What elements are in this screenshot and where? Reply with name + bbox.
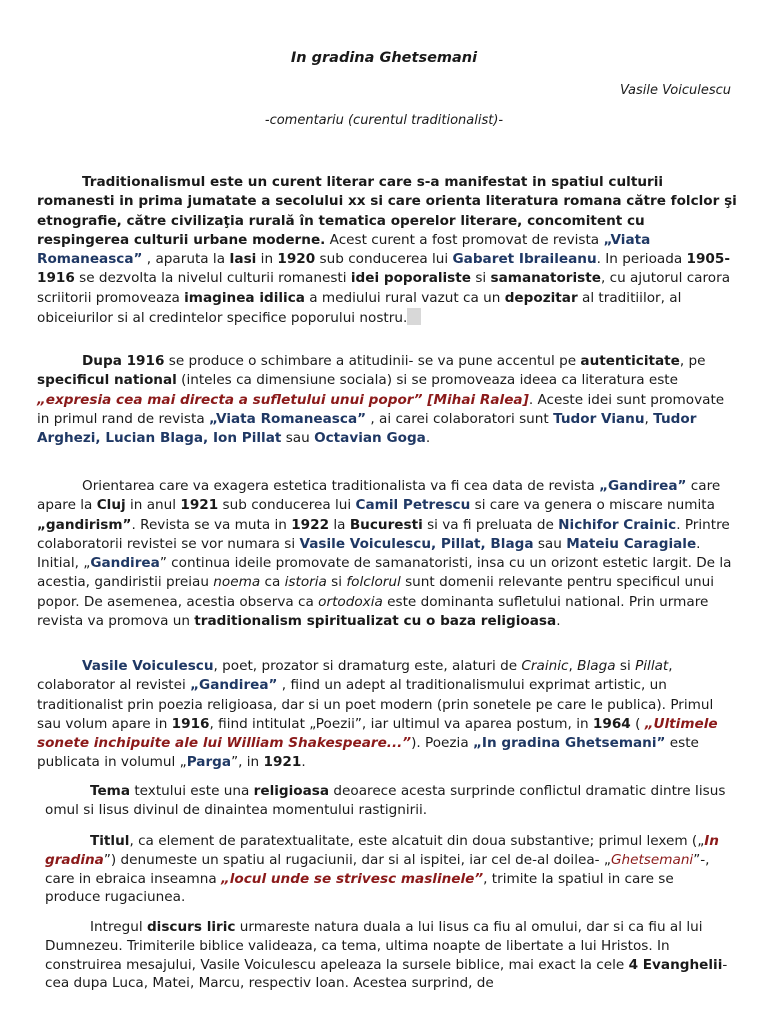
p3-run: ” continua ideile promovate de samanatoristi, insa cu un orizont estetic largit. De la acestia, gandiristii preiau	[37, 555, 732, 591]
p4-run: 1916	[171, 715, 210, 732]
p1-run: , aparuta la	[142, 251, 230, 268]
p4-run: , fiind intitulat „Poezii”, iar ultimul va aparea postum, in	[209, 715, 593, 732]
p1-run: , cu ajutorul carora scriitorii promoveaza	[37, 270, 731, 306]
p1-run: idei poporaliste	[350, 270, 471, 287]
p3-run: Mateiu Caragiale	[566, 535, 697, 552]
p1-run: se dezvolta la nivelul culturii romanesti	[74, 270, 351, 287]
p1-run: si	[471, 270, 491, 287]
p2-run: „Viata Romaneasca”	[209, 410, 367, 427]
text-cursor-highlight	[407, 308, 421, 325]
p3-run: si care va genera o miscare numita	[470, 497, 715, 514]
p4-run: Pillat	[635, 658, 669, 674]
p2-run: , ai carei colaboratori sunt	[366, 410, 554, 427]
p1-run: . In perioada	[596, 251, 687, 268]
p7-run: discurs liric	[146, 919, 236, 935]
p3-run: ca	[260, 574, 285, 591]
p3-run: si va fi preluata de	[422, 516, 559, 533]
p1-run: depozitar	[504, 289, 578, 306]
p6-run: In gradina	[45, 833, 719, 868]
p3-run: Bucuresti	[349, 516, 423, 533]
paragraph-7	[45, 918, 730, 993]
paragraph-3	[37, 477, 737, 631]
p2-run: .	[425, 430, 431, 447]
p3-run: 1922	[291, 516, 330, 533]
p4-run: Blaga	[577, 658, 616, 674]
p3-run: . Revista se va muta in	[131, 516, 292, 533]
p4-run: 1964	[592, 715, 631, 732]
p3-run: . Initial, „	[37, 535, 701, 572]
p3-run: sub conducerea lui	[218, 497, 356, 514]
p1-run: „Viata Romaneasca”	[37, 231, 651, 268]
p4-run: este publicata in volumul „	[37, 735, 699, 771]
p5-run: Tema	[90, 783, 131, 799]
p3-run: „Gandirea”	[599, 478, 687, 494]
p4-run: Parga	[186, 754, 232, 771]
p3-run: ortodoxia	[318, 593, 383, 610]
p4-run: , colaborator al revistei	[37, 658, 673, 694]
p3-run: „gandirism”	[37, 516, 132, 533]
p2-run: sau	[281, 430, 315, 447]
p3-run: Cluj	[96, 497, 126, 514]
p1-run: 1905-1916	[37, 251, 730, 287]
p3-run: sau	[533, 535, 567, 552]
p4-run: , fiind un adept al traditionalismului exprimat artistic, un traditionalist prin poezia religioasa, dar si un poet modern (prin sonetele pe care le publica). Primul sau volum apare in	[37, 677, 714, 732]
p3-run: in anul	[125, 497, 181, 514]
p4-run: ). Poezia	[411, 735, 473, 752]
p1-run: Acest curent a fost promovat de revista	[325, 231, 604, 248]
p2-run: specificul national	[37, 372, 177, 389]
p2-run: se produce o schimbare a atitudinii- se va pune accentul pe	[164, 353, 581, 369]
p1-run: Gabaret Ibraileanu	[452, 251, 597, 268]
p1-run: Iasi	[229, 251, 257, 268]
p3-run: sunt domenii relevante pentru specificul unui popor. De asemenea, acestia observa ca	[37, 574, 715, 610]
p3-run: Nichifor Crainic	[558, 516, 677, 533]
p4-run: ”, in	[231, 754, 264, 771]
p3-run: Gandirea	[90, 555, 160, 572]
paragraph-1	[37, 173, 737, 328]
p7-run: 4 Evanghelii	[628, 956, 723, 973]
p6-run: ”-, care in ebraica inseamna	[45, 851, 710, 887]
p1-run: 1920	[277, 251, 316, 268]
p4-run: (	[630, 715, 645, 732]
p6-run: „locul unde se strivesc maslinele”	[220, 870, 484, 887]
document-subtitle: -comentariu (curentul traditionalist)-	[264, 113, 504, 128]
p4-run: 1921	[263, 754, 302, 771]
p7-run: urmareste natura duala a lui Iisus ca fiu al omului, dar si ca fiu al lui Dumnezeu. Trimiterile biblice valideaza, ca tema, ultima noapte de libertate a lui Hristos. In construirea mesajului, Vasile Voiculescu apeleaza la sursele biblice, mai exact la cele	[45, 919, 703, 973]
p2-run: ,	[644, 410, 654, 427]
p7-run: - cea dupa Luca, Matei, Marcu, respectiv Ioan. Acestea surprind, de	[45, 956, 728, 992]
paragraph-4	[37, 657, 737, 773]
p4-run: „In gradina Ghetsemani”	[472, 735, 666, 752]
p3-run: .	[556, 613, 561, 630]
p2-run: (inteles ca dimensiune sociala) si se promoveaza ideea ca literatura este	[176, 372, 678, 389]
p4-run: , poet, prozator si dramaturg este, alaturi de	[213, 658, 522, 674]
p2-run: Tudor Arghezi, Lucian Blaga, Ion Pillat	[37, 410, 697, 447]
p1-run: al traditiilor, al obiceiurilor si al credintelor specifice poporului nostru.	[37, 289, 682, 327]
paragraph-5	[45, 782, 730, 820]
p2-run: Tudor Vianu	[553, 410, 645, 427]
author-name: Vasile Voiculescu	[619, 83, 731, 98]
p2-run: , pe	[679, 353, 706, 369]
p3-run: Camil Petrescu	[355, 497, 471, 514]
p1-run: sub conducerea lui	[315, 251, 453, 268]
p6-run: , trimite la spatiul in care se produce rugaciunea.	[45, 870, 674, 906]
p6-run: ”) denumeste un spatiu al rugaciunii, dar si al ispitei, iar cel de-al doilea- „	[103, 851, 611, 868]
p6-run: Titlul	[90, 833, 130, 849]
p1-run: a mediului rural vazut ca un	[304, 289, 505, 306]
p4-run: .	[301, 754, 306, 771]
p3-run: la	[329, 516, 350, 533]
p2-run: autenticitate	[580, 353, 680, 369]
p2-run: „expresia cea mai directa a sufletului unui popor” [Mihai Ralea]	[37, 391, 529, 408]
p3-run: folclorul	[346, 574, 401, 591]
paragraph-6	[45, 832, 730, 907]
p1-run: in	[256, 251, 278, 268]
p5-run: deoarece acesta surprinde conflictul dramatic dintre Iisus omul si Iisus divinul de dinaintea momentului rastignirii.	[45, 783, 726, 818]
p6-run: , ca element de paratextualitate, este alcatuit din doua substantive; primul lexem („	[129, 833, 705, 849]
p2-run: . Aceste idei sunt promovate in primul rand de revista	[37, 391, 725, 427]
p3-run: traditionalism spiritualizat cu o baza religioasa	[194, 613, 557, 630]
p4-run: si	[615, 658, 636, 674]
document-title: In gradina Ghetsemani	[290, 50, 478, 66]
p3-run: Vasile Voiculescu, Pillat, Blaga	[299, 535, 534, 552]
p5-run: religioasa	[253, 783, 330, 799]
p3-run: este dominanta sufletului national. Prin urmare revista va promova un	[37, 593, 709, 630]
p1-run: imaginea idilica	[184, 289, 305, 306]
p7-run: Intregul	[90, 919, 147, 935]
p2-run: Octavian Goga	[314, 430, 426, 447]
p4-run: Vasile Voiculescu	[82, 658, 214, 674]
p2-run: Dupa 1916	[82, 353, 165, 369]
p4-run: Crainic	[521, 658, 569, 674]
p4-run: „Ultimele sonete inchipuite ale lui William Shakespeare...”	[37, 715, 718, 752]
p3-run: . Printre colaboratorii revistei se vor numara si	[37, 516, 730, 552]
p1-run: samanatoriste	[490, 270, 601, 287]
p5-run: textului este una	[130, 783, 254, 799]
p4-run: ,	[568, 658, 578, 674]
paragraph-2	[37, 352, 737, 448]
p1-run: Traditionalismul este un curent literar care s-a manifestat in spatiul culturii romanesti in prima jumatate a secolului xx si care orienta literatura romana către folclor şi etnografie, către civilizaţia rurală în tematica operelor literare, concomitent cu respingerea culturii urbane moderne.	[37, 174, 737, 248]
p3-run: noema	[213, 574, 261, 591]
p3-run: care apare la	[37, 478, 721, 514]
p6-run: Ghetsemani	[610, 851, 694, 868]
p3-run: si	[326, 574, 347, 591]
p4-run: „Gandirea”	[190, 677, 278, 694]
p3-run: Orientarea care va exagera estetica traditionalista va fi cea data de revista	[82, 478, 600, 494]
p3-run: istoria	[284, 574, 327, 591]
p3-run: 1921	[180, 497, 219, 514]
